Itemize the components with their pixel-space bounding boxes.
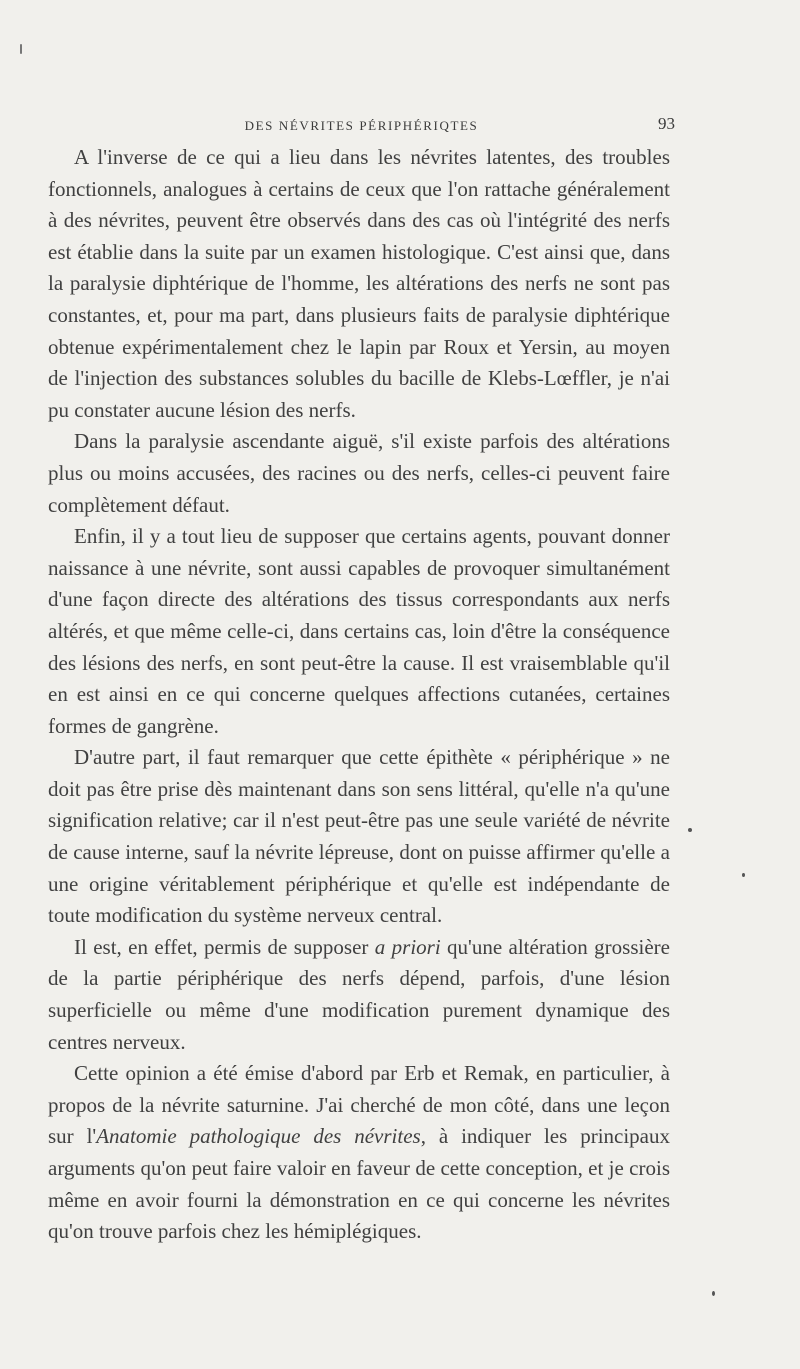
- text-run: Cette opinion a été émise d'abord par Erb et Remak, en particulier, à propos de la névrite saturnine. J'ai cherché de mon côté, dans une leçon sur l': [48, 1061, 670, 1149]
- paragraph: [48, 1058, 670, 1248]
- running-title: DES NÉVRITES PÉRIPHÉRIQTES: [244, 118, 479, 133]
- text-run: Enfin, il y a tout lieu de supposer que certains agents, pouvant donner naissance à une névrite, sont aussi capables de provoquer simultanément d'une façon directe des altérations des tissus correspondants aux nerfs altérés, et que même celle-ci, dans certains cas, loin d'être la conséquence des lésions des nerfs, en sont peut-être la cause. Il est vraisemblable qu'il en est ainsi en ce qui concerne quelques affections cutanées, certaines formes de gangrène.: [48, 524, 670, 738]
- page-header: [48, 112, 675, 140]
- ink-speck: [688, 828, 692, 832]
- paragraph: [48, 426, 670, 521]
- ink-speck: [712, 1291, 715, 1296]
- italic-text: Anatomie pathologique des névrites: [96, 1124, 421, 1149]
- ink-speck: [20, 44, 22, 54]
- paragraph: [48, 932, 670, 1058]
- text-run: , à indiquer les principaux arguments qu'on peut faire valoir en faveur de cette conception, et je crois même en avoir fourni la démonstration en ce qui concerne les névrites qu'on trouve parfois chez les hémiplégiques.: [48, 1124, 671, 1244]
- text-run: Dans la paralysie ascendante aiguë, s'il existe parfois des altérations plus ou moins accusées, des racines ou des nerfs, celles-ci peuvent faire complètement défaut.: [48, 429, 670, 517]
- text-run: qu'une altération grossière de la partie périphérique des nerfs dépend, parfois, d'une lésion superficielle ou même d'une modification purement dynamique des centres nerveux.: [48, 934, 670, 1054]
- ink-speck: [742, 873, 745, 877]
- text-run: D'autre part, il faut remarquer que cette épithète « périphérique » ne doit pas être prise dès maintenant dans son sens littéral, qu'elle n'a qu'une signification relative; car il n'est peut-être pas une seule variété de névrite de cause interne, sauf la névrite lépreuse, dont on puisse affirmer qu'elle a une origine véritablement périphérique et qu'elle est indépendante de toute modification du système nerveux central.: [48, 745, 670, 928]
- paragraph: [48, 142, 670, 426]
- page-number: 93: [658, 114, 675, 133]
- paragraph: [48, 742, 670, 932]
- body-text: [48, 142, 670, 1248]
- text-run: Il est, en effet, permis de supposer: [74, 934, 375, 959]
- text-run: A l'inverse de ce qui a lieu dans les névrites latentes, des troubles fonctionnels, analogues à certains de ceux que l'on rattache généralement à des névrites, peuvent être observés dans des cas où l'intégrité des nerfs est établie dans la suite par un examen histologique. C'est ainsi que, dans la paralysie diphtérique de l'homme, les altérations des nerfs ne sont pas constantes, et, pour ma part, dans plusieurs faits de paralysie diphtérique obtenue expérimentalement chez le lapin par Roux et Yersin, au moyen de l'injection des substances solubles du bacille de Klebs-Lœffler, je n'ai pu constater aucune lésion des nerfs.: [48, 145, 670, 422]
- italic-text: a priori: [374, 934, 441, 959]
- paragraph: [48, 521, 670, 742]
